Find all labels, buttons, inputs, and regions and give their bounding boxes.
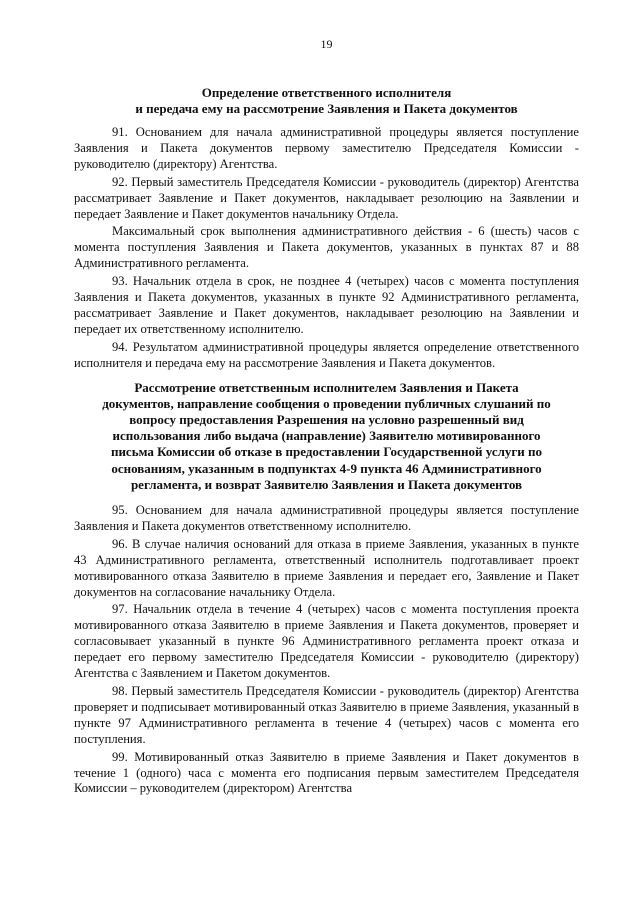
paragraph-96: 96. В случае наличия оснований для отказа в приеме Заявления, указанных в пункте 43 Административного регламента, ответственный исполнитель подготавливает проект мотивированного отказа Заявителю в приеме Заявления и передает его, Заявление и Пакет документов на согласование начальнику Отдела. — [74, 536, 579, 599]
paragraph-99: 99. Мотивированный отказ Заявителю в приеме Заявления и Пакет документов в течение 1 (одного) часа с момента его подписания первым заместителем Председателя Комиссии – руководителем (директором) Агентства — [74, 749, 579, 796]
paragraph-97: 97. Начальник отдела в течение 4 (четырех) часов с момента поступления проекта мотивированного отказа Заявителю в приеме Заявления и Пакета документов, проверяет и согласовывает указанный в пункте 96 Административного регламента проект отказа и передает его первому заместителю Председателя Комиссии - руководителю (директору) Агентства с Заявлением и Пакетом документов. — [74, 602, 579, 681]
heading-line: Рассмотрение ответственным исполнителем Заявления и Пакета — [134, 379, 519, 395]
paragraph-max-term: Максимальный срок выполнения административного действия - 6 (шесть) часов с момента поступления Заявления и Пакета документов, указанных в пунктах 87 и 88 Административного регламента. — [74, 224, 579, 271]
heading-line: Определение ответственного исполнителя — [201, 85, 452, 100]
section-heading-responsible-executor — [74, 85, 579, 117]
paragraph-93: 93. Начальник отдела в срок, не позднее 4 (четырех) часов с момента поступления Заявления и Пакета документов, указанных в пункте 92 Административного регламента, рассматривает Заявление и Пакет документов, накладывает резолюцию на Заявлении и передает их ответственному исполнителю. — [74, 274, 579, 336]
heading-line: документов, направление сообщения о проведении публичных слушаний по — [102, 395, 551, 411]
paragraph-95: 95. Основанием для начала административной процедуры является поступление Заявления и Пакета документов ответственному исполнителю. — [74, 503, 579, 533]
section-body-review-and-refusal — [74, 503, 579, 797]
heading-line: вопросу предоставления Разрешения на условно разрешенный вид — [129, 412, 524, 427]
section-heading-review-and-refusal — [74, 380, 579, 493]
paragraph-94: 94. Результатом административной процедуры является определение ответственного исполнителя и передача ему на рассмотрение Заявления и Пакета документов. — [74, 339, 579, 370]
paragraph-98: 98. Первый заместитель Председателя Комиссии - руководитель (директор) Агентства проверяет и подписывает мотивированный отказ Заявителю в приеме Заявления, указанный в пункте 97 Административного регламента в течение 4 (четырех) часов с момента его поступления. — [74, 683, 579, 746]
paragraph-92: 92. Первый заместитель Председателя Комиссии - руководитель (директор) Агентства рассматривает Заявление и Пакет документов, накладывает резолюцию на Заявлении и передает Заявление и Пакет документов начальнику Отдела. — [74, 174, 579, 221]
paragraph-91: 91. Основанием для начала административной процедуры является поступление Заявления и Пакета документов первому заместителю Председателя Комиссии - руководителю (директору) Агентства. — [74, 125, 579, 171]
heading-line: использования либо выдача (направление) Заявителю мотивированного — [112, 428, 541, 444]
heading-line: основаниям, указанным в подпунктах 4-9 пункта 46 Административного — [111, 460, 542, 476]
heading-line: письма Комиссии об отказе в предоставлении Государственной услуги по — [110, 444, 543, 460]
section-body-responsible-executor — [74, 125, 579, 372]
heading-line: и передача ему на рассмотрение Заявления и Пакета документов — [135, 101, 518, 116]
page-number: 19 — [320, 37, 333, 51]
heading-line: регламента, и возврат Заявителю Заявления и Пакета документов — [130, 476, 523, 492]
